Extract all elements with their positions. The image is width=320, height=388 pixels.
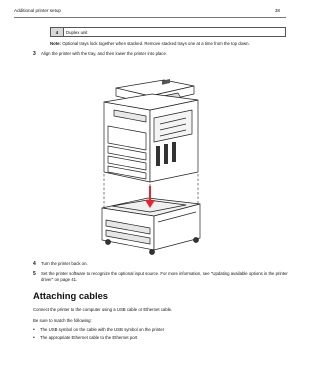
bullet-icon: •	[33, 327, 35, 333]
section-heading: Attaching cables	[33, 290, 109, 301]
note-paragraph	[50, 41, 290, 47]
section-lead: Be sure to match the following:	[33, 318, 92, 323]
step-5	[33, 271, 288, 283]
side-slot	[156, 146, 160, 166]
caster-wheel	[150, 250, 155, 255]
side-slot	[172, 142, 176, 162]
step-number: 4	[33, 261, 36, 267]
step-number: 5	[33, 271, 36, 277]
note-label: Note:	[50, 41, 61, 46]
legend-number: 4	[51, 28, 64, 37]
step-text: Turn the printer back on.	[41, 261, 88, 266]
list-item-text: The appropriate Ethernet cable to the Ethernet port	[40, 335, 138, 340]
parts-legend-table	[50, 27, 286, 37]
caster-wheel	[106, 240, 111, 245]
section-intro: Connect the printer to the computer using a USB cable or Ethernet cable.	[33, 307, 173, 312]
printer-tray-illustration	[90, 74, 210, 256]
step-text: Align the printer with the tray, and then lower the printer into place.	[41, 51, 168, 56]
step-4	[33, 261, 288, 267]
list-item	[33, 327, 288, 333]
header-rule	[14, 17, 286, 18]
table-row	[51, 28, 286, 37]
step-text: Set the printer software to recognize the optional input source. For more information, see "Updating available options in the printer driver" on page 41.	[41, 271, 288, 282]
note-text: Optional trays lock together when stacked. Remove stacked trays one at a time from the top down.	[62, 41, 250, 46]
side-slot	[164, 144, 168, 164]
list-item	[33, 335, 288, 341]
list-item-text: The USB symbol on the cable with the USB symbol on the printer	[40, 327, 165, 332]
running-header-title: Additional printer setup	[14, 8, 61, 13]
page-number: 38	[274, 8, 280, 13]
step-3	[33, 51, 288, 57]
bullet-icon: •	[33, 335, 35, 341]
legend-label: Duplex unit	[64, 28, 286, 37]
step-number: 3	[33, 51, 36, 57]
caster-wheel	[194, 238, 199, 243]
